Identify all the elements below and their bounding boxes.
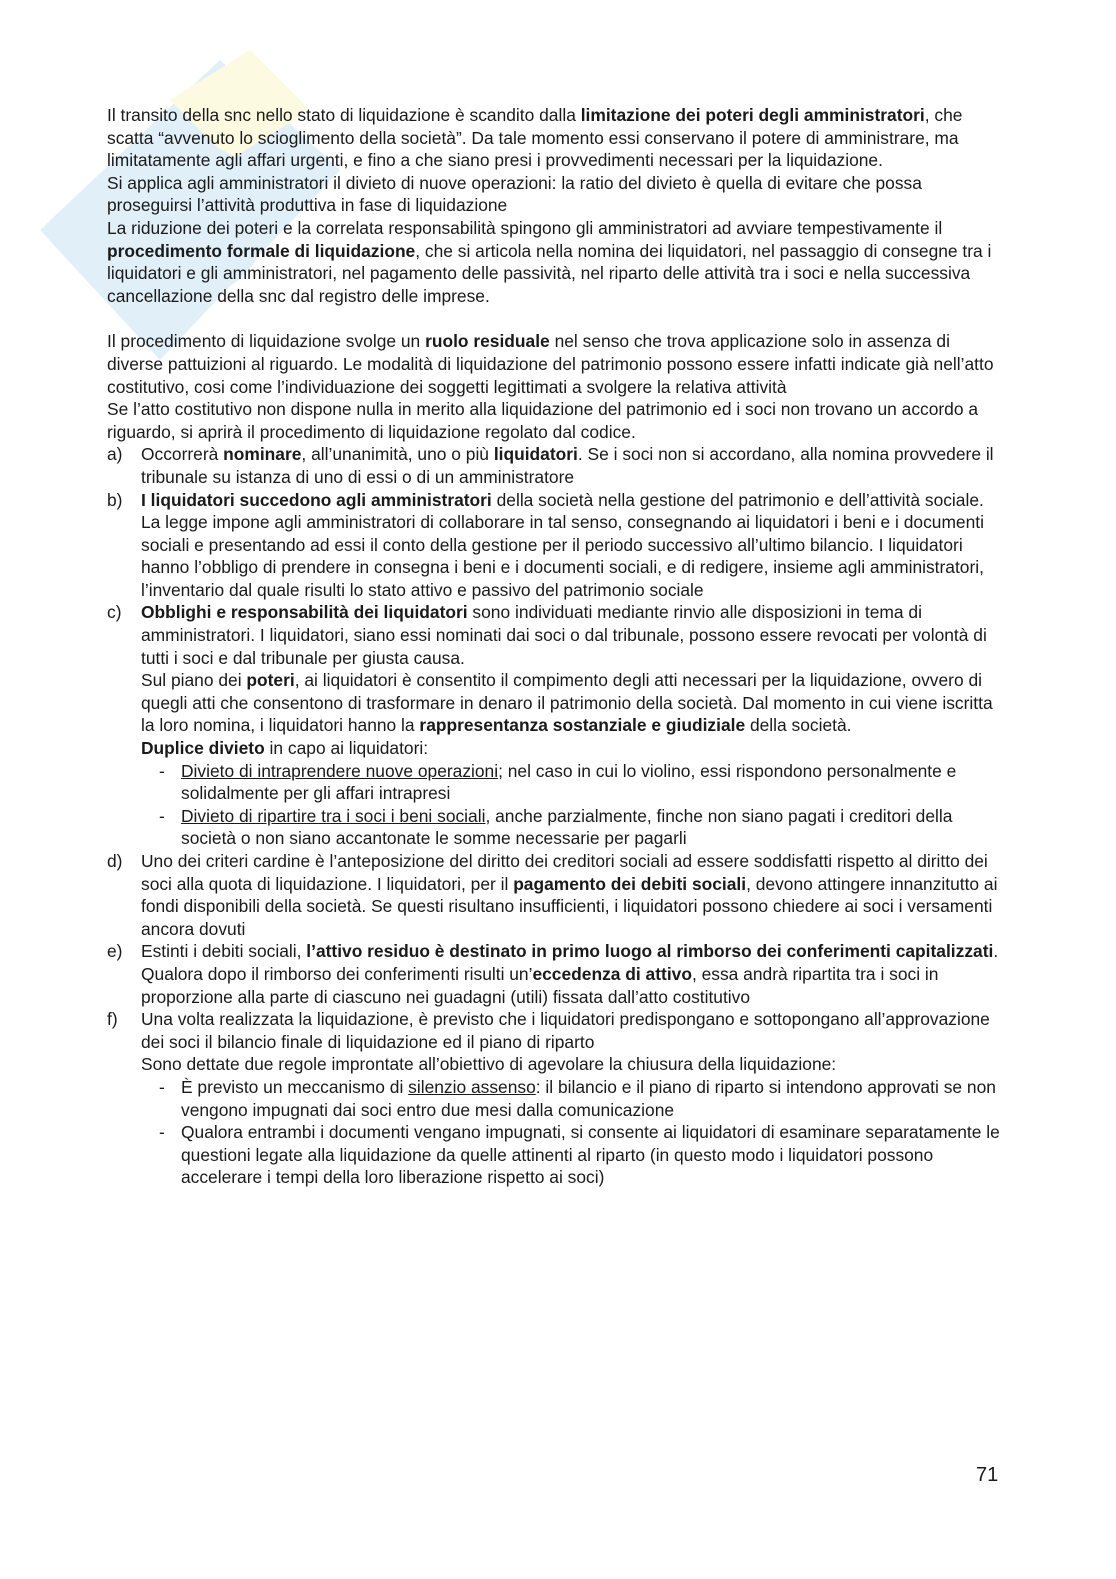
text-run: della società nella gestione del patrimonio e dell’attività sociale. La legge impone agli amministratori di collaborare in tal senso, consegnando ai liquidatori i beni e i documenti sociali e presentando ad essi il conto della gestione per il periodo successivo all’ultimo bilancio. I liquidatori hanno l’obbligo di prendere in consegna i beni e i documenti sociali, e di redigere, insieme agli amministratori, l’inventario dal quale risulti lo stato attivo e passivo del patrimonio sociale	[141, 489, 984, 600]
paragraph	[107, 398, 1007, 443]
dash-item-text	[181, 760, 1007, 805]
list-item-text	[141, 443, 1007, 488]
text-run: , essa andrà ripartita tra i soci in proporzione alla parte di ciascuno nei guadagni (utili) fissata dall’atto costitutivo	[141, 963, 939, 1007]
dash-bullet: -	[159, 760, 165, 781]
text-run: , devono attingere innanzitutto ai fondi disponibili della società. Se questi risultano insufficienti, i liquidatori possono chiedere ai soci i versamenti ancora dovuti	[141, 873, 998, 939]
paragraph	[107, 330, 1007, 398]
text-run: Estinti i debiti sociali,	[141, 941, 307, 962]
bold-text: nominare	[223, 444, 302, 465]
list-item-label: b)	[107, 489, 123, 510]
underlined-text: silenzio assenso	[408, 1076, 536, 1097]
bold-text: rappresentanza sostanziale e giudiziale	[419, 715, 746, 736]
text-run: Il transito della snc nello stato di liquidazione è scandito dalla	[107, 105, 581, 125]
page-number: 71	[976, 1464, 999, 1486]
text-run: Sono dettate due regole improntate all’obiettivo di agevolare la chiusura della liquidazione:	[141, 1054, 837, 1075]
list-item	[107, 1008, 1007, 1189]
dash-list	[141, 1076, 1007, 1189]
dash-bullet: -	[159, 1122, 165, 1143]
paragraph	[107, 104, 1007, 172]
underlined-text: Divieto di intraprendere nuove operazioni	[181, 760, 499, 781]
text-run: È previsto un meccanismo di	[181, 1076, 409, 1097]
text-run: , che scatta “avvenuto lo scioglimento della società”. Da tale momento essi conservano il potere di amministrare, ma limitatamente agli affari urgenti, e fino a che siano presi i provvedimenti necessari per la liquidazione.	[107, 105, 963, 171]
text-run: nel senso che trova applicazione solo in assenza di diverse pattuizioni al riguardo. Le modalità di liquidazione del patrimonio possono essere infatti indicate già nell’atto costitutivo, cosi come l’individuazione dei soggetti legittimati a svolgere la relativa attività	[107, 331, 994, 397]
bold-text: procedimento formale di liquidazione	[107, 240, 416, 261]
text-run: : il bilancio e il piano di riparto si intendono approvati se non vengono impugnati dai soci entro due mesi dalla comunicazione	[181, 1076, 996, 1120]
bold-text: Obblighi e responsabilità dei liquidatori	[141, 602, 468, 623]
dash-item	[159, 1121, 1007, 1189]
bold-text: l’attivo residuo è destinato in primo luogo al rimborso dei conferimenti capitalizzati	[306, 941, 994, 962]
document-body	[107, 104, 1007, 1189]
text-run: Uno dei criteri cardine è l’anteposizione del diritto dei creditori sociali ad essere soddisfatti rispetto al diritto dei soci alla quota di liquidazione. I liquidatori, per il	[141, 851, 988, 894]
bold-text: Duplice divieto	[141, 738, 265, 759]
list-item	[107, 601, 1007, 850]
bold-text: eccedenza di attivo	[532, 963, 692, 984]
dash-item-text	[181, 1121, 1007, 1189]
bold-text: poteri	[246, 670, 295, 691]
text-run: , che si articola nella nomina dei liquidatori, nel passaggio di consegne tra i liquidatori e gli amministratori, nel pagamento delle passività, nel riparto delle attività tra i soci e nella successiva cancellazione della snc dal registro delle imprese.	[107, 240, 992, 306]
text-run: , ai liquidatori è consentito il compimento degli atti necessari per la liquidazione, ovvero di quegli atti che consentono di trasformare in denaro il patrimonio della società. Dal momento in cui viene iscritta la loro nomina, i liquidatori hanno la	[141, 670, 993, 736]
text-run: Qualora entrambi i documenti vengano impugnati, si consente ai liquidatori di esaminare separatamente le questioni legate alla liquidazione da quelle attinenti al riparto (in questo modo i liquidatori possono accelerare i tempi della loro liberazione rispetto ai soci)	[181, 1122, 1000, 1188]
list-item-text	[141, 850, 1007, 940]
dash-list	[141, 760, 1007, 850]
dash-item-text	[181, 1076, 1007, 1121]
list-item-text	[141, 940, 1007, 1008]
text-run: ; nel caso in cui lo violino, essi rispondono personalmente e solidalmente per gli affari intrapresi	[181, 760, 957, 804]
dash-bullet: -	[159, 1076, 165, 1097]
list-item-text	[141, 601, 1007, 669]
text-run: sono individuati mediante rinvio alle disposizioni in tema di amministratori. I liquidatori, siano essi nominati dai soci o dal tribunale, possono essere revocati per volontà di tutti i soci e dal tribunale per giusta causa.	[141, 602, 987, 668]
list-item-text	[141, 669, 1007, 737]
list-item	[107, 443, 1007, 488]
bold-text: pagamento dei debiti sociali	[513, 873, 747, 894]
list-item-label: c)	[107, 602, 122, 623]
text-run: Occorrerà	[141, 444, 224, 465]
list-item	[107, 850, 1007, 940]
dash-item	[159, 805, 1007, 850]
bold-text: I liquidatori succedono agli amministratori	[141, 489, 492, 510]
text-run: La riduzione dei poteri e la correlata responsabilità spingono gli amministratori ad avviare tempestivamente il	[107, 217, 943, 238]
list-item	[107, 940, 1007, 1008]
paragraph	[107, 172, 1007, 217]
list-item-label: a)	[107, 444, 123, 465]
dash-item-text	[181, 805, 1007, 850]
bold-text: ruolo residuale	[425, 331, 550, 352]
list-item-text	[141, 737, 1007, 760]
list-item-text	[141, 1053, 1007, 1076]
text-run: , all’unanimità, uno o più	[301, 444, 494, 465]
text-run: . Se i soci non si accordano, alla nomina provvedere il tribunale su istanza di uno di essi o di un amministratore	[141, 444, 994, 487]
dash-bullet: -	[159, 805, 165, 826]
paragraph	[107, 217, 1007, 307]
bold-text: liquidatori	[493, 444, 578, 465]
text-run: Una volta realizzata la liquidazione, è previsto che i liquidatori predispongano e sottopongano all’approvazione dei soci il bilancio finale di liquidazione ed il piano di riparto	[141, 1009, 990, 1052]
bold-text: limitazione dei poteri degli amministratori	[580, 105, 925, 125]
text-run: in capo ai liquidatori:	[264, 738, 429, 759]
text-run: Il procedimento di liquidazione svolge un	[107, 331, 426, 352]
list-item-label: d)	[107, 851, 123, 871]
list-item-label: f)	[107, 1009, 118, 1030]
list-item-text	[141, 489, 1007, 602]
list-item	[107, 489, 1007, 602]
text-run: Sul piano dei	[141, 670, 247, 691]
text-run: . Qualora dopo il rimborso dei conferimenti risulti un’	[141, 941, 999, 984]
text-run: della società.	[745, 715, 852, 736]
text-run: Si applica agli amministratori il divieto di nuove operazioni: la ratio del divieto è quella di evitare che possa proseguirsi l’attività produttiva in fase di liquidazione	[107, 172, 922, 216]
list-item-text	[141, 1008, 1007, 1053]
underlined-text: Divieto di ripartire tra i soci i beni sociali	[181, 805, 486, 826]
list-item-label: e)	[107, 941, 123, 962]
text-run: Se l’atto costitutivo non dispone nulla in merito alla liquidazione del patrimonio ed i soci non trovano un accordo a riguardo, si aprirà il procedimento di liquidazione regolato dal codice.	[107, 399, 979, 442]
dash-item	[159, 760, 1007, 805]
text-run: , anche parzialmente, finche non siano pagati i creditori della società o non siano accantonate le somme necessarie per pagarli	[181, 805, 953, 849]
dash-item	[159, 1076, 1007, 1121]
